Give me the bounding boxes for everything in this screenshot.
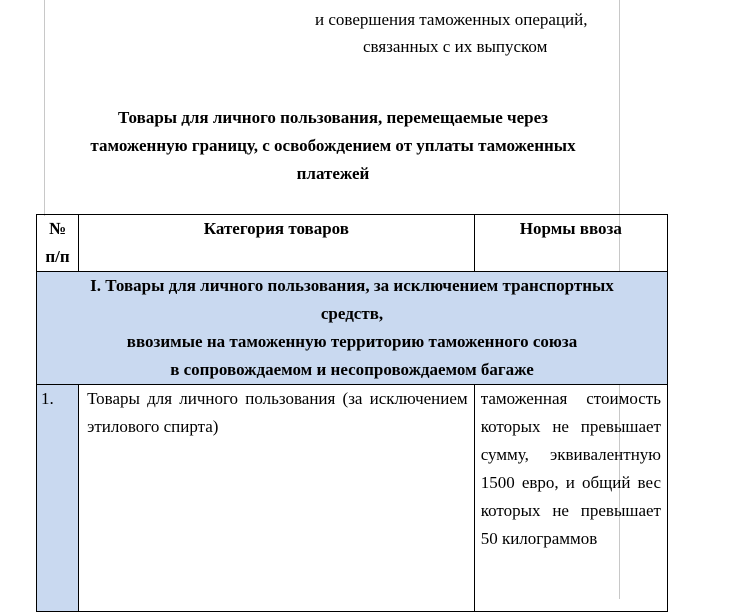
header-text-2: связанных с их выпуском [363,37,548,56]
section-line-4: в сопровождаемом и несопровождаемом багаже [170,360,534,379]
section-cell[interactable] [37,272,668,385]
header-cell-number[interactable] [37,215,79,272]
row-category-cell[interactable]: Товары для личного пользования (за исключением этилового спирта) [79,385,475,612]
row-number-cell[interactable]: 1. [37,385,79,612]
header-cell-norms[interactable]: Нормы ввоза [474,215,667,272]
section-line-3: ввозимые на таможенную территорию таможенного союза [126,332,578,351]
section-row [37,272,668,385]
table-header-row [37,215,668,272]
table-row [37,385,668,612]
title-line-2: таможенную границу, с освобождением от уплаты таможенных [90,136,576,155]
section-line-2: средств, [320,304,384,323]
header-number-symbol: № [48,219,67,238]
goods-table [36,214,668,612]
header-text-1: и совершения таможенных операций, [315,10,588,29]
title-line-1: Товары для личного пользования, перемещаемые через [117,108,548,127]
page-margin-guide-left [44,0,45,216]
document-title [50,104,616,188]
row-norms-cell[interactable]: таможенная стоимость которых не превышает сумму, эквивалентную 1500 евро, и общий вес которых не превышает 50 килограммов [474,385,667,612]
header-cell-category[interactable]: Категория товаров [79,215,475,272]
header-number-abbrev: п/п [45,247,70,266]
title-line-3: платежей [296,164,370,183]
section-line-1: I. Товары для личного пользования, за исключением транспортных [90,276,614,295]
